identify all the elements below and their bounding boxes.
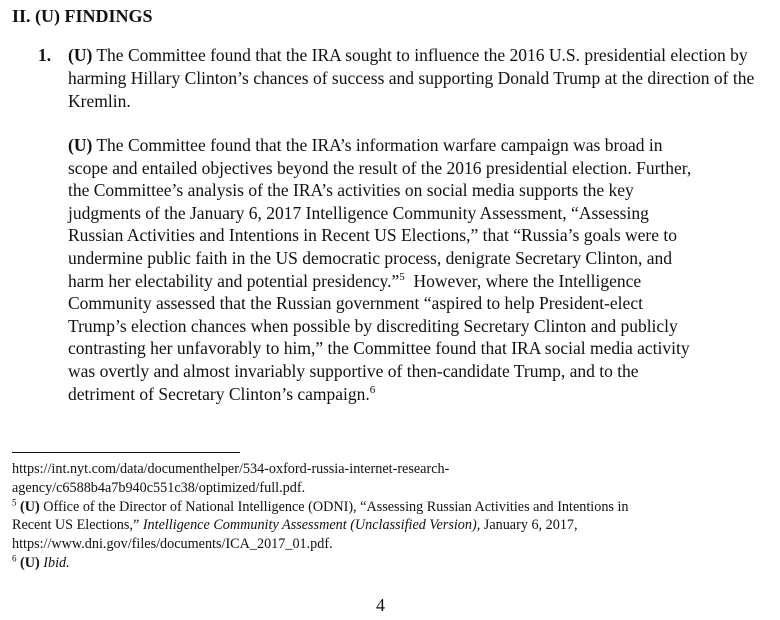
para-line: harm her electability and potential presidency.”$^5$ However, where the Intelligence bbox=[68, 270, 642, 291]
footnote-continued-url[interactable]: https://int.nyt.com/data/documenthelper/534-oxford-russia-internet-research- bbox=[12, 461, 450, 477]
footnote-5-number: 5 bbox=[12, 496, 17, 507]
section-marking: (U) bbox=[35, 6, 61, 26]
footnote-6-marking: (U) bbox=[20, 554, 40, 571]
para-line: Community assessed that the Russian government “aspired to help President-elect bbox=[68, 293, 643, 314]
footnote-5-url[interactable]: https://www.dni.gov/files/documents/ICA_2017_01.pdf. bbox=[12, 536, 333, 553]
footnote-divider bbox=[12, 452, 240, 453]
section-numeral: II. bbox=[12, 6, 31, 26]
section-title: FINDINGS bbox=[64, 6, 153, 26]
footnote-5: $^5$ (U) Office of the Director of National Intelligence (ODNI), “Assessing Russian Activities and Intentions in bbox=[12, 496, 629, 515]
footnote-5-cont: Recent US Elections,” Intelligence Community Assessment (Unclassified Version), January 6, 2017, bbox=[12, 517, 578, 534]
footnote-6-number: 6 bbox=[12, 553, 17, 564]
body-paragraph bbox=[68, 134, 758, 405]
para-line: judgments of the January 6, 2017 Intelligence Community Assessment, “Assessing bbox=[68, 202, 649, 223]
finding-1 bbox=[38, 44, 758, 113]
para-line: scope and entailed objectives beyond the result of the 2016 presidential election. Further, bbox=[68, 157, 692, 178]
finding-number: 1. bbox=[38, 45, 52, 65]
footnote-6-ibid: Ibid. bbox=[43, 554, 70, 571]
para-line: Trump’s election chances when possible by discrediting Secretary Clinton and publicly bbox=[68, 315, 678, 336]
finding-marking: (U) bbox=[68, 45, 93, 65]
para-line: was overtly and almost invariably supportive of then-candidate Trump, and to the bbox=[68, 360, 639, 381]
para-line: Russian Activities and Intentions in Recent US Elections,” that “Russia’s goals were to bbox=[68, 225, 677, 246]
footnote-continued-url-2[interactable]: agency/c6588b4a7b940c551c38/optimized/full.pdf. bbox=[12, 479, 306, 496]
para-line: (U) The Committee found that the IRA’s information warfare campaign was broad in bbox=[68, 135, 663, 155]
footnote-5-italic-title: Intelligence Community Assessment (Unclassified Version), bbox=[142, 517, 481, 534]
para-line: undermine public faith in the US democratic process, denigrate Secretary Clinton, and bbox=[68, 247, 673, 268]
finding-text: The Committee found that the IRA sought to influence the 2016 U.S. presidential election by harming Hillary Clinton’s chances of success and supporting Donald Trump at the direction of the Kremlin. bbox=[68, 45, 755, 111]
footnote-ref-6[interactable]: 6 bbox=[369, 383, 376, 396]
para-line: detriment of Secretary Clinton’s campaign.$^6$ bbox=[68, 383, 376, 404]
para-marking: (U) bbox=[68, 135, 93, 155]
para-line: contrasting her unfavorably to him,” the Committee found that IRA social media activity bbox=[68, 338, 690, 359]
page-number: 4 bbox=[376, 595, 385, 615]
footnotes bbox=[12, 460, 752, 573]
finding-text-block bbox=[68, 44, 758, 113]
section-heading bbox=[12, 4, 153, 28]
footnote-6 bbox=[12, 554, 752, 573]
footnote-5-marking: (U) bbox=[20, 498, 40, 515]
para-line: the Committee’s analysis of the IRA’s activities on social media supports the key bbox=[68, 180, 634, 201]
footnote-ref-5[interactable]: 5 bbox=[399, 270, 405, 283]
